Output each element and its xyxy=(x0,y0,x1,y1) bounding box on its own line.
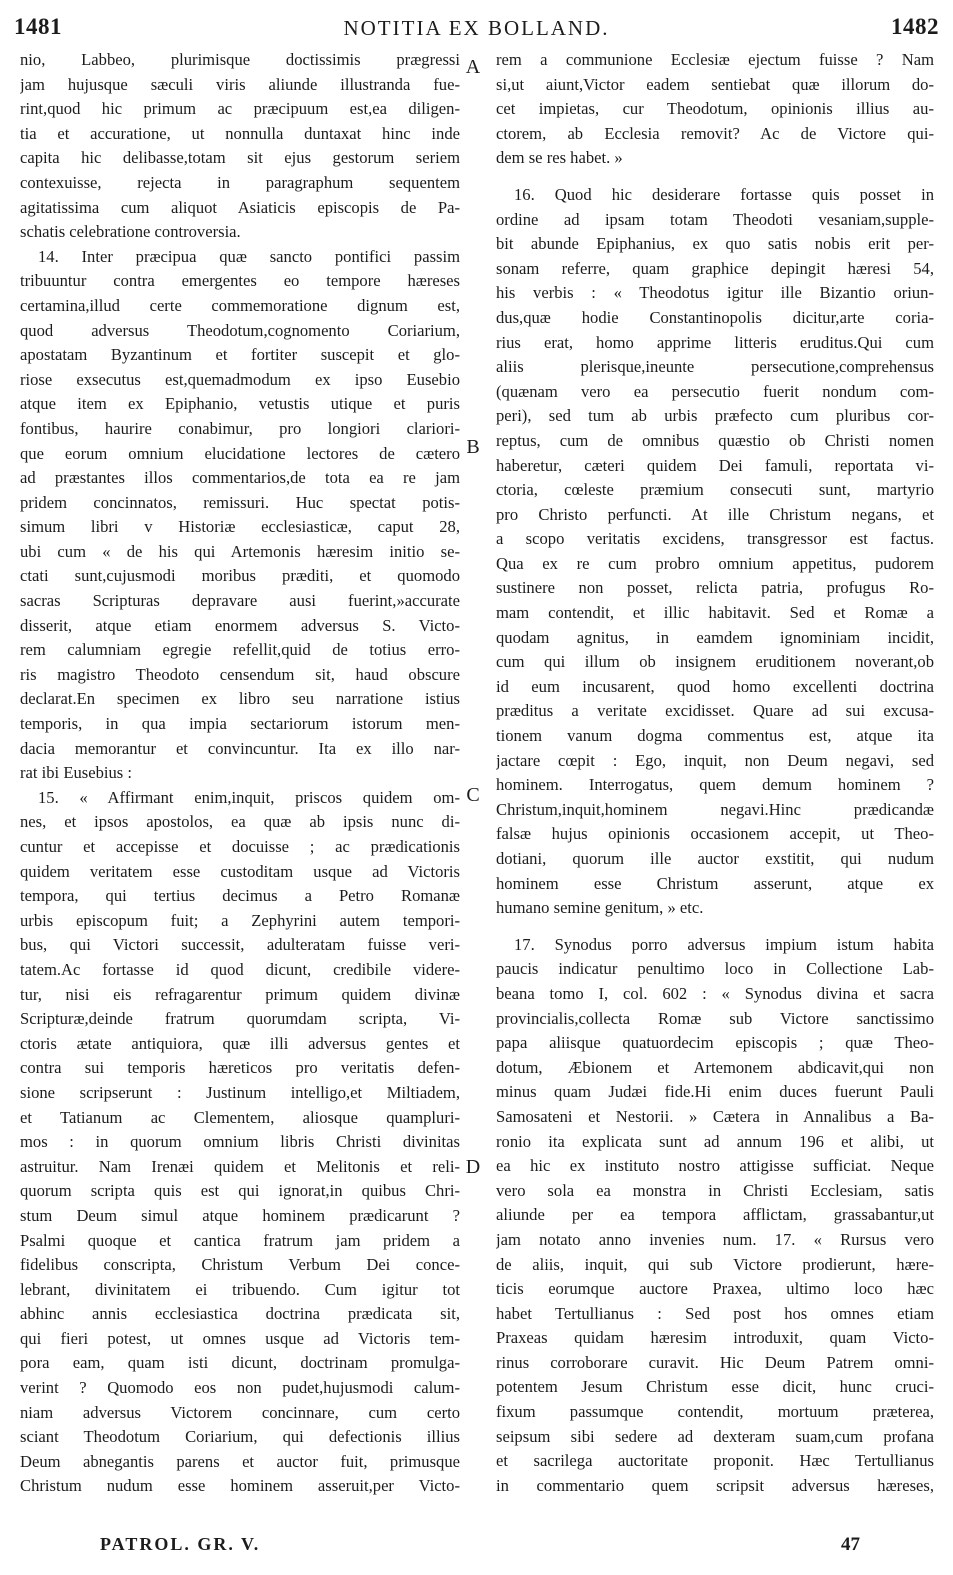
text-line: rem a communione Ecclesiæ ejectum fuisse ? Nam xyxy=(496,50,934,69)
text-line: dotiani, quorum ille auctor exstitit, qui nudum xyxy=(496,849,934,868)
text-line: sacras Scripturas depravare ausi fuerint,»accurate xyxy=(20,591,460,611)
text-line: capita hic delibasse,totam sit ejus gestorum seriem xyxy=(20,148,460,168)
margin-marker-b: B xyxy=(466,436,480,458)
text-line: de aliis, inquit, qui sub Victore prodierunt, hære- xyxy=(496,1254,934,1274)
text-line: rem calumniam egregie refellit,quid de totius erro- xyxy=(20,640,460,660)
text-line: præditus a veritate excidisset. Quare ad sui excusa- xyxy=(496,701,934,721)
text-line: haberetur, cæteri quidem Dei famuli, reportata vi- xyxy=(496,455,934,475)
text-line: Christum,inquit,hominem negavi.Hinc prædicandæ xyxy=(496,799,934,819)
text-line: Praxeas quidam hæresim introduxit, quam Victo- xyxy=(496,1328,934,1348)
text-line: dem se res habet. » xyxy=(496,148,623,168)
text-line: fixum passumque contendit, mortuum præterea, xyxy=(496,1402,934,1422)
text-line: vero sola ea monstra in Christi Ecclesiam, satis xyxy=(496,1180,934,1200)
text-line: abhinc annis ecclesiastica doctrina prædicata sit, xyxy=(20,1304,460,1324)
text-line: habet Tertullianus : Sed post hos omnes etiam xyxy=(496,1303,934,1323)
text-line: et sacrilega auctoritate proponit. Hæc Tertullianus xyxy=(496,1451,934,1471)
text-line: quodam agnitus, in eamdem ignominiam incidit, xyxy=(496,627,934,647)
text-line: sciant Theodotum Coriarium, qui defectionis illius xyxy=(20,1427,460,1447)
text-line: cuntur et accepisse et docuisse ; ac prædicationis xyxy=(20,837,460,856)
text-line: 15. « Affirmant enim,inquit, priscos quidem om- xyxy=(38,787,460,807)
page-header xyxy=(14,14,939,44)
text-line: et Tatianum ac Clementem, aliosque quampluri- xyxy=(20,1107,460,1127)
text-line: provincialis,collecta Romæ sub Victore sanctissimo xyxy=(496,1008,934,1028)
series-volume: PATROL. GR. V. xyxy=(100,1534,261,1554)
text-line: his verbis : « Theodotus igitur ille Bizantio oriun- xyxy=(496,283,934,303)
text-line: sustinere non posset, relicta patria, profugus Ro- xyxy=(496,578,934,598)
text-line: pro Christo perfuncti. At ille Christum negans, et xyxy=(496,504,934,524)
text-line: tatem.Ac fortasse id quod dicunt, credibile videre- xyxy=(20,959,460,979)
text-line: aliis plerisque,ineunte persecutione,comprehensus xyxy=(496,357,934,377)
text-line: rint,quod hic primum ac præcipuum est,ea diligen- xyxy=(20,99,460,119)
text-line: agitatissima cum aliquot Asiaticis episcopis de Pa- xyxy=(20,197,460,217)
text-line: (quænam vero ea persecutio fuerit nondum com- xyxy=(496,381,934,401)
right-column-number: 1482 xyxy=(891,14,939,39)
text-line: cum qui illum ob insignem eruditionem noverant,ob xyxy=(496,652,934,672)
paragraph-gap xyxy=(496,171,934,183)
text-line: mos : in quorum omnium libris Christi divinitas xyxy=(20,1132,460,1152)
text-line: falsæ hujus opinionis occasionem accepit, ut Theo- xyxy=(496,824,934,844)
text-line: urbis episcopum fuit; a Zephyrini autem tempori- xyxy=(20,910,460,930)
signature-number: 47 xyxy=(841,1534,860,1555)
text-line: quorum scripta quis est qui ignorat,in quibus Chri- xyxy=(20,1181,460,1201)
text-line: cet impietas, cur Theodotum, opinionis illius au- xyxy=(496,99,934,119)
text-line: que eorum omnium elucidatione lectores de cætero xyxy=(20,443,460,463)
right-text-column xyxy=(496,48,934,1498)
text-line: 17. Synodus porro adversus impium istum habita xyxy=(514,934,934,954)
text-line: tur, nisi eis refragarentur primum quidem divinæ xyxy=(20,984,460,1004)
text-line: tia et accuratione, ut nonnulla duntaxat hinc inde xyxy=(20,123,460,143)
text-line: Psalmi quoque et cantica fratrum jam pridem a xyxy=(20,1230,460,1250)
text-line: tempora, qui tertius decimus a Petro Romanæ xyxy=(20,886,460,906)
text-line: fontibus, haurire conabimur, pro longiori clariori- xyxy=(20,418,460,438)
text-line: rius erat, homo apprime litteris eruditus.Qui cum xyxy=(496,332,934,352)
text-line: qui fieri potest, ut omnes usque ad Victoris tem- xyxy=(20,1328,460,1348)
text-line: nio, Labbeo, plurimisque doctissimis prægressi xyxy=(20,50,460,69)
text-line: contra sui temporis hæreticos pro veritatis defen- xyxy=(20,1058,460,1078)
text-line: atque item ex Epiphanio, vetustis utique et puris xyxy=(20,394,460,414)
text-line: dotum, Æbionem et Artemonem abdicavit,qui non xyxy=(496,1057,934,1077)
text-line: schatis celebratione controversia. xyxy=(20,222,241,242)
text-line: ea hic ex instituto nostro attigisse sufficiat. Neque xyxy=(496,1156,934,1176)
text-line: certamina,illud certe commemoratione dignum est, xyxy=(20,295,460,315)
text-line: rinus corroborare curavit. Hic Deum Patrem omni- xyxy=(496,1352,934,1372)
text-line: bus, qui Victori successit, adulteratam fuisse veri- xyxy=(20,935,460,955)
text-line: dacia memorantur et convincuntur. Ita ex illo nar- xyxy=(20,738,460,758)
text-line: seipsum sibi sedere ad dexteram suam,cum profana xyxy=(496,1426,934,1446)
text-line: ad præstantes illos commentarios,de tota ea re jam xyxy=(20,468,460,488)
text-line: in commentario quem scripsit adversus hæreses, xyxy=(496,1475,934,1495)
text-line: mam contendit, et illic habitavit. Sed et Romæ a xyxy=(496,603,934,623)
text-line: pora eam, quam isti dicunt, doctrinam promulga- xyxy=(20,1353,460,1373)
text-line: sione scripserunt : Justinum intelligo,et Miltiadem, xyxy=(20,1082,460,1102)
text-line: paucis indicatur penultimo loco in Collectione Lab- xyxy=(496,959,934,979)
text-line: ubi cum « de his qui Artemonis hæresim initio se- xyxy=(20,541,460,561)
text-line: rat ibi Eusebius : xyxy=(20,763,132,783)
text-line: niam adversus Victorem concinnare, cum certo xyxy=(20,1402,460,1422)
text-line: apostatam Byzantinum et fortiter suscepit et glo- xyxy=(20,345,460,365)
text-line: ctoris ætate antiquiora, quæ illi adversus gentes et xyxy=(20,1033,460,1053)
text-line: ordine ad ipsam totam Theodoti vesaniam,supple- xyxy=(496,209,934,229)
page-footer xyxy=(100,1534,860,1564)
text-line: Samosateni et Nestorii. » Cætera in Annalibus a Ba- xyxy=(496,1106,934,1126)
text-line: dus,quæ hodie Constantinopolis dicitur,arte coria- xyxy=(496,307,934,327)
paragraph-gap xyxy=(496,921,934,933)
text-line: ticis eorumque auctore Praxea, ultimo loco hæc xyxy=(496,1279,934,1299)
text-line: astruitur. Nam Irenæi quidem et Melitonis et reli- xyxy=(20,1156,460,1176)
text-line: disserit, atque etiam enormem adversus S. Victo- xyxy=(20,615,460,635)
text-line: quidem veritatem esse custoditam usque ad Victoris xyxy=(20,861,460,881)
text-line: potentem Jesum Christum esse dicit, hunc cruci- xyxy=(496,1377,934,1397)
left-text-column xyxy=(20,48,460,1499)
text-line: sonam referre, quam graphice depingit hæresi 54, xyxy=(496,258,934,278)
text-line: declarat.En specimen ex libro seu narratione istius xyxy=(20,689,460,709)
text-line: contexuisse, rejecta in paragraphum sequentem xyxy=(20,172,460,192)
text-line: ctati sunt,cujusmodi moribus præditi, et quomodo xyxy=(20,566,460,586)
text-line: jam hujusque sæculi viris aliunde illustranda fue- xyxy=(20,74,460,94)
text-line: jam notato anno invenies num. 17. « Rursus vero xyxy=(496,1229,934,1249)
left-column-number: 1481 xyxy=(14,14,62,39)
text-line: hominem. Interrogatus, quem demum hominem ? xyxy=(496,775,934,795)
text-line: verint ? Quomodo eos non pudet,hujusmodi calum- xyxy=(20,1378,460,1398)
text-line: minus quam Judæi fide.Hi enim duces fuerunt Pauli xyxy=(496,1082,934,1102)
margin-marker-a: A xyxy=(465,56,481,78)
text-line: si,ut aiunt,Victor eadem sentiebat quæ illorum do- xyxy=(496,74,934,94)
text-line: temporis, in qua impia sectariorum istorum men- xyxy=(20,714,460,734)
text-line: tionem vanum dogma commentus est, atque ita xyxy=(496,726,934,746)
margin-marker-c: C xyxy=(466,784,480,806)
text-line: id eum incusarent, quod homo excellenti doctrina xyxy=(496,676,934,696)
text-line: Qua ex re cum probro omnium appetitus, pudorem xyxy=(496,553,934,573)
text-line: a scopo veritatis excidens, transgressor est factus. xyxy=(496,529,934,549)
text-line: 14. Inter præcipua quæ sancto pontifici passim xyxy=(38,246,460,266)
text-line: ctoria, cœleste præmium consecuti sunt, martyrio xyxy=(496,480,934,500)
text-line: simum libri v Historiæ ecclesiasticæ, caput 28, xyxy=(20,517,460,537)
text-line: papa aliisque quatuordecim episcopis ; quæ Theo- xyxy=(496,1033,934,1053)
text-line: ronio ita explicata sunt ad annum 196 et alibi, ut xyxy=(496,1131,934,1151)
text-line: pridem concinnatos, remissuri. Huc spectat potis- xyxy=(20,492,460,512)
text-line: bit abunde Epiphanius, ex quo satis nobis erit per- xyxy=(496,234,934,254)
text-line: humano semine genitum, » etc. xyxy=(496,898,704,918)
text-line: beana tomo I, col. 602 : « Synodus divina et sacra xyxy=(496,983,934,1003)
text-line: aliunde per ea tempora afflictam, grassabantur,ut xyxy=(496,1205,934,1225)
text-line: peri), sed tum ab urbis præfecto cum pluribus cor- xyxy=(496,406,934,426)
text-line: quod adversus Theodotum,cognomento Coriarium, xyxy=(20,320,460,340)
text-line: stum Deum simul atque hominem prædicarunt ? xyxy=(20,1205,460,1225)
text-line: hominem esse Christum asserunt, atque ex xyxy=(496,873,934,893)
text-line: 16. Quod hic desiderare fortasse quis posset in xyxy=(514,184,934,204)
text-line: ris magistro Theodoto censendum sit, haud obscure xyxy=(20,664,460,684)
text-line: Christum nudum esse hominem asseruit,per Victo- xyxy=(20,1476,460,1496)
text-line: tribuuntur contra emergentes eo tempore hæreses xyxy=(20,271,460,291)
text-line: ctorem, ab Ecclesia removit? Ac de Victore qui- xyxy=(496,123,934,143)
margin-marker-d: D xyxy=(465,1156,481,1178)
text-line: lebrant, divinitatem ei tribuendo. Cum igitur tot xyxy=(20,1279,460,1299)
text-line: Scripturæ,deinde fratrum quorumdam scripta, Vi- xyxy=(20,1009,460,1029)
text-line: reptus, cum de omnibus quæstio ob Christi nomen xyxy=(496,430,934,450)
text-line: fidelibus conscripta, Christum Verbum Dei conce- xyxy=(20,1255,460,1275)
text-line: nes, et ipsos apostolos, ea quæ ab ipsis nunc di- xyxy=(20,812,460,832)
text-line: jactare cœpit : Ego, inquit, non Deum negavi, sed xyxy=(496,750,934,770)
running-title: NOTITIA EX BOLLAND. xyxy=(343,16,610,40)
text-line: Deum abnegantis parens et auctor fuit, primusque xyxy=(20,1451,460,1471)
text-line: riose exsecutus est,quemadmodum ex ipso Eusebio xyxy=(20,369,460,389)
